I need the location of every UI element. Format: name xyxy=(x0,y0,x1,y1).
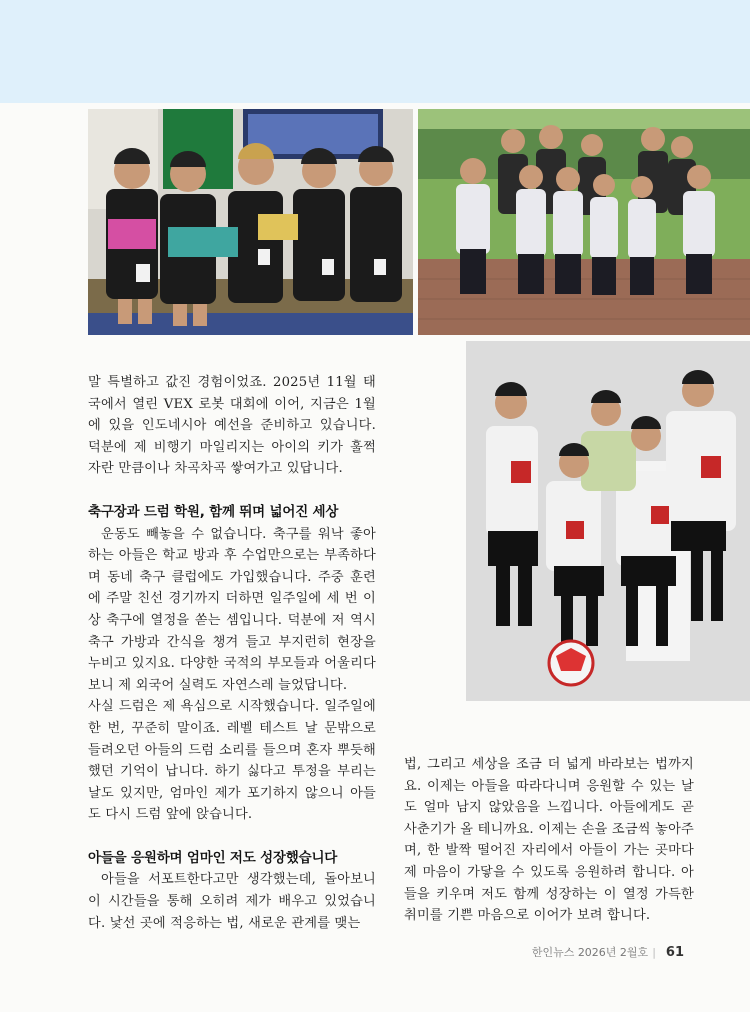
drum-paragraph: 사실 드럼은 제 욕심으로 시작했습니다. 일주일에 한 번, 꾸준히 말이죠. 레벨 테스트 날 문밖으로 들려오던 아들의 드럼 소리를 들으며 혼자 뿌듯해했던 기억이 납니다. 하기 싫다고 투정을 부리는 날도 있지만, 엄마인 제가 포기하지 않으니 아들도 다시 드럼 앞에 앉습니다. xyxy=(88,699,376,823)
right-text-column xyxy=(404,754,694,927)
page-number: 61 xyxy=(665,945,684,960)
soccer-team-outdoor-photo xyxy=(418,109,750,335)
left-text-column xyxy=(88,372,376,934)
page-footer xyxy=(532,944,684,960)
soccer-paragraph: 운동도 빼놓을 수 없습니다. 축구를 워낙 좋아하는 아들은 학교 방과 후 수업만으로는 부족하다며 동네 축구 클럽에도 가입했습니다. 주중 훈련에 주말 친선 경기까지 더하면 일주일에 세 번 이상 축구에 열정을 쏟는 셈입니다. 덕분에 저 역시 축구 가방과 간식을 챙겨 들고 부지런히 현장을 누비고 있지요. 다양한 국적의 부모들과 어울리다 보니 제 외국어 실력도 자연스레 늘었답니다. xyxy=(88,526,376,693)
growth-heading: 아들을 응원하며 엄마인 저도 성장했습니다 xyxy=(88,849,338,866)
intro-paragraph: 말 특별하고 값진 경험이었죠. 2025년 11월 태국에서 열린 VEX 로봇 대회에 이어, 지금은 1월에 있을 인도네시아 예선을 준비하고 있습니다. 덕분에 제 비행기 마일리지는 아이의 키가 훌쩍 자란 만큼이나 차곡차곡 쌓여가고 있답니다. xyxy=(88,375,376,477)
growth-paragraph: 아들을 서포트한다고만 생각했는데, 돌아보니 이 시간들을 통해 오히려 제가 배우고 있었습니다. 낯선 곳에 적응하는 법, 새로운 관계를 맺는 xyxy=(88,872,376,931)
footer-separator: | xyxy=(652,946,656,959)
top-color-band xyxy=(0,0,750,103)
closing-paragraph: 법, 그리고 세상을 조금 더 넓게 바라보는 법까지요. 이제는 아들을 따라다니며 응원할 수 있는 날도 얼마 남지 않았음을 느낍니다. 아들에게도 곧 사춘기가 올 테니까요. 이제는 손을 조금씩 놓아주며, 한 발짝 떨어진 자리에서 아들이 가는 곳마다 제 마음이 가닿을 수 있도록 응원하려 합니다. 아들을 키우며 저도 함께 성장하는 이 열정 가득한 취미를 기쁜 마음으로 이어가 보려 합니다. xyxy=(404,757,694,924)
soccer-drum-heading: 축구장과 드럼 학원, 함께 뛰며 넓어진 세상 xyxy=(88,503,339,520)
soccer-studio-portrait-photo xyxy=(466,341,750,701)
robotics-team-photo xyxy=(88,109,413,335)
publication-name: 한인뉴스 2026년 2월호 xyxy=(531,946,649,959)
